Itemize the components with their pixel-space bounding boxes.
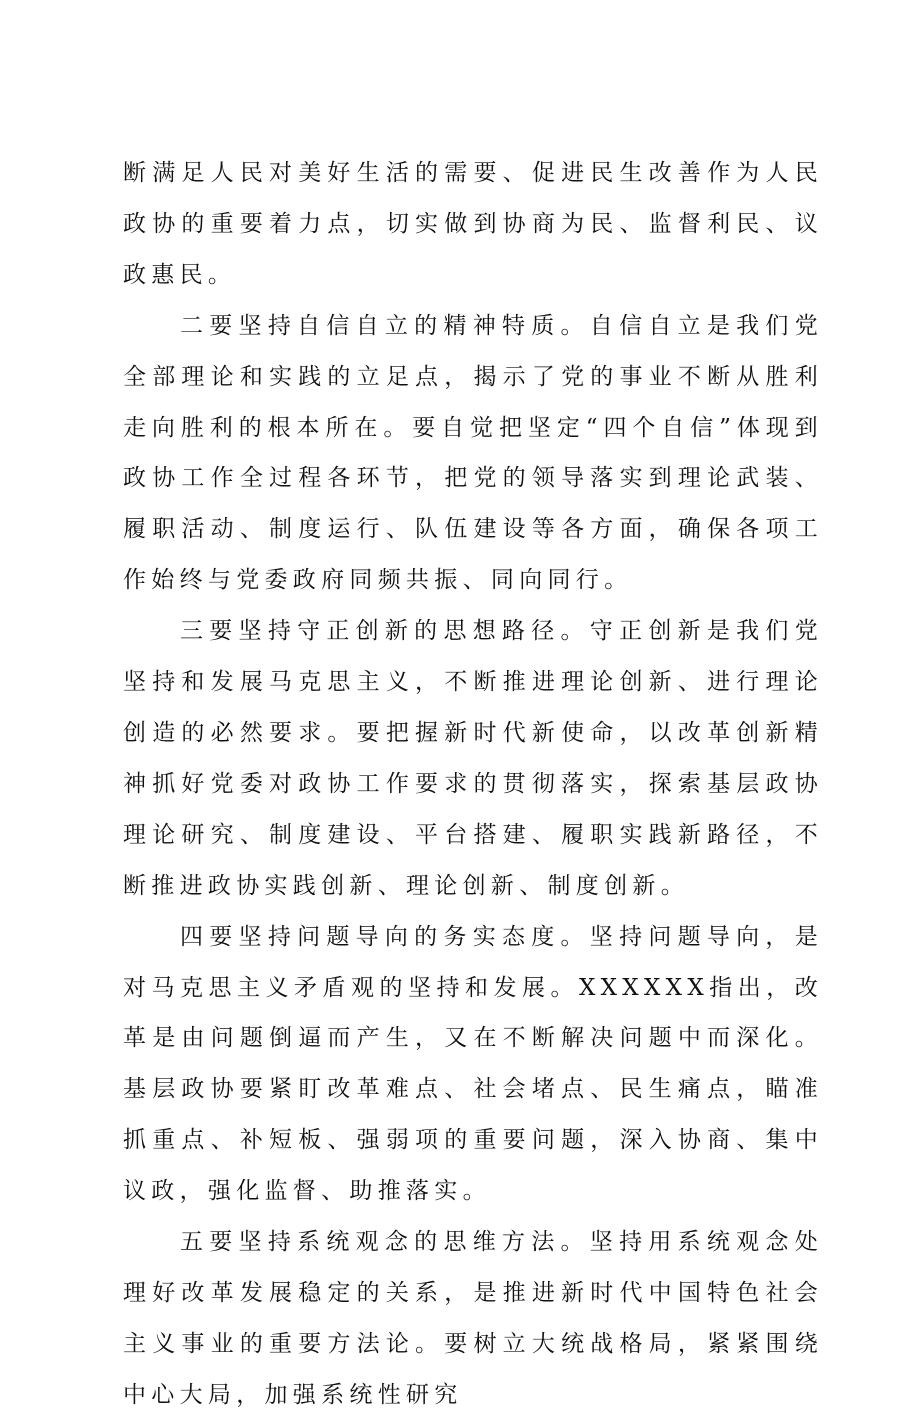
paragraph-5: 五要坚持系统观念的思维方法。坚持用系统观念处理好改革发展稳定的关系，是推进新时代中国特色社会主义事业的重要方法论。要树立大统战格局，紧紧围绕中心大局，加强系统性研究 xyxy=(123,1229,823,1408)
paragraph-1: 断满足人民对美好生活的需要、促进民生改善作为人民政协的重要着力点，切实做到协商为民、监督利民、议政惠民。 xyxy=(123,160,823,288)
paragraph-4: 四要坚持问题导向的务实态度。坚持问题导向，是对马克思主义矛盾观的坚持和发展。XXXXXX指出，改革是由问题倒逼而产生，又在不断解决问题中而深化。基层政协要紧盯改革难点、社会堵点、民生痛点，瞄准抓重点、补短板、强弱项的重要问题，深入协商、集中议政，强化监督、助推落实。 xyxy=(123,923,823,1205)
document-body xyxy=(123,148,823,1421)
paragraph-3: 三要坚持守正创新的思想路径。守正创新是我们党坚持和发展马克思主义，不断推进理论创新、进行理论创造的必然要求。要把握新时代新使命，以改革创新精神抓好党委对政协工作要求的贯彻落实，探索基层政协理论研究、制度建设、平台搭建、履职实践新路径，不断推进政协实践创新、理论创新、制度创新。 xyxy=(123,618,823,899)
paragraph-2: 二要坚持自信自立的精神特质。自信自立是我们党全部理论和实践的立足点，揭示了党的事业不断从胜利走向胜利的根本所在。要自觉把坚定“四个自信”体现到政协工作全过程各环节，把党的领导落实到理论武装、履职活动、制度运行、队伍建设等各方面，确保各项工作始终与党委政府同频共振、同向同行。 xyxy=(123,312,823,594)
